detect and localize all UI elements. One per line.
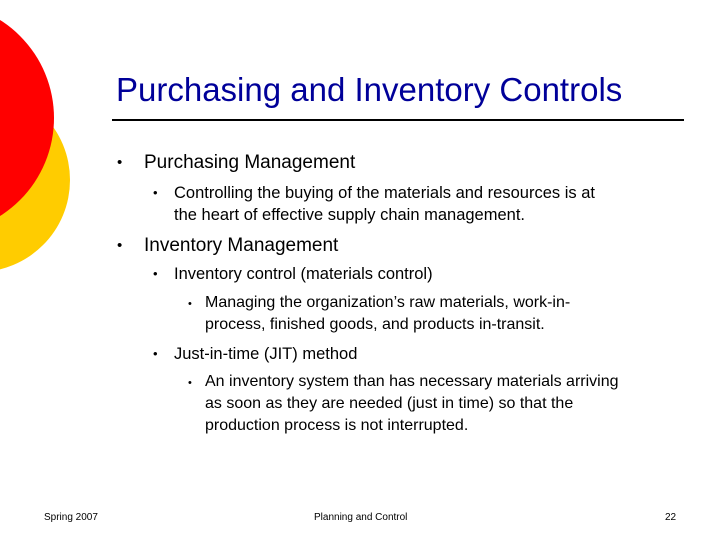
bullet-purchasing-management bbox=[117, 151, 356, 174]
bullet-text: Just-in-time (JIT) method bbox=[174, 345, 358, 363]
bullet-inventory-management bbox=[117, 234, 339, 257]
footer-left: Spring 2007 bbox=[44, 512, 98, 523]
bullet-text: Inventory Management bbox=[144, 235, 339, 256]
bullet-glyph: • bbox=[153, 266, 158, 281]
bullet-text-line-3: production process is not interrupted. bbox=[205, 417, 469, 434]
bullet-glyph: • bbox=[153, 185, 158, 200]
bullet-glyph: • bbox=[117, 154, 123, 171]
bullet-inventory-system bbox=[188, 371, 619, 437]
bullet-glyph: • bbox=[188, 377, 192, 389]
bullet-text-line-1: Controlling the buying of the materials and resources is at bbox=[174, 184, 595, 202]
footer-center: Planning and Control bbox=[314, 512, 408, 523]
bullet-text-line-2: process, finished goods, and products in-transit. bbox=[205, 316, 545, 333]
bullet-glyph: • bbox=[153, 346, 158, 361]
bullet-glyph: • bbox=[188, 298, 192, 310]
bullet-text: Purchasing Management bbox=[144, 152, 356, 173]
decorative-circles bbox=[0, 0, 130, 300]
bullet-inventory-control bbox=[153, 263, 433, 285]
bullet-glyph: • bbox=[117, 237, 123, 254]
bullet-text-line-2: as soon as they are needed (just in time) so that the bbox=[205, 395, 574, 412]
bullet-text-line-1: Managing the organization’s raw materials, work-in- bbox=[205, 294, 571, 311]
bullet-just-in-time bbox=[153, 343, 358, 365]
bullet-managing-materials bbox=[188, 292, 571, 336]
title-divider bbox=[112, 119, 684, 121]
slide-title: Purchasing and Inventory Controls bbox=[116, 71, 623, 108]
footer-page-number: 22 bbox=[665, 512, 677, 523]
bullet-text-line-2: the heart of effective supply chain management. bbox=[174, 206, 525, 224]
bullet-text: Inventory control (materials control) bbox=[174, 265, 433, 283]
bullet-controlling-buying bbox=[153, 182, 595, 226]
bullet-text-line-1: An inventory system than has necessary materials arriving bbox=[205, 373, 619, 390]
